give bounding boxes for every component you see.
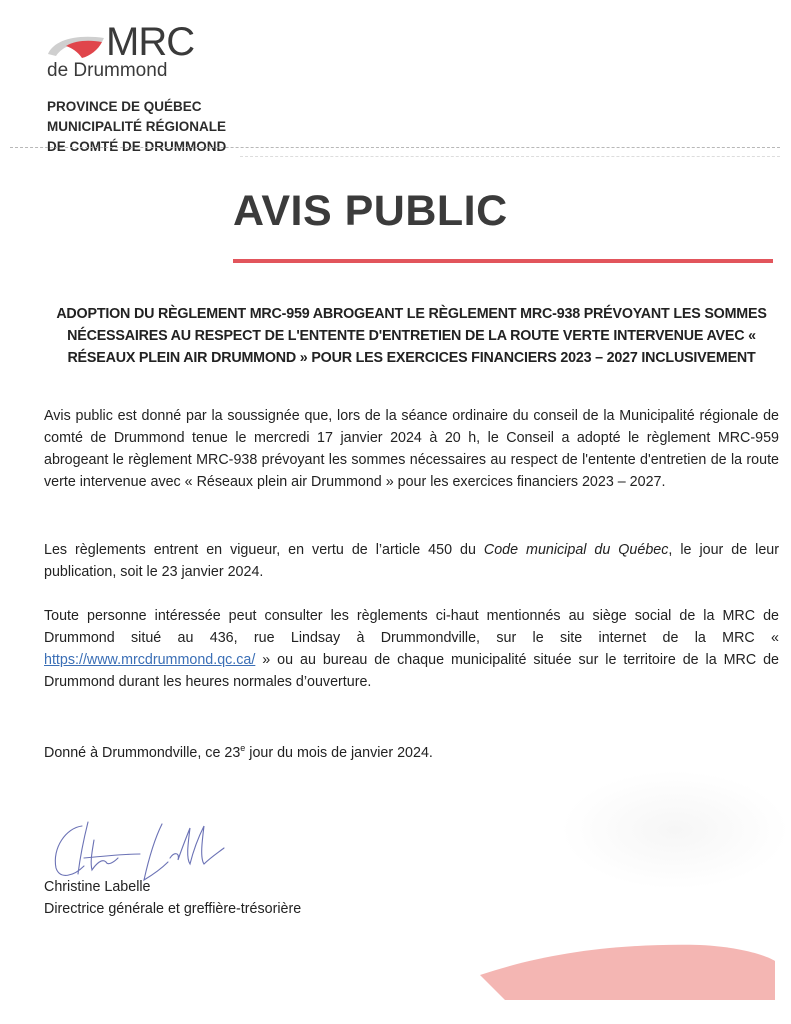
- signer-role: Directrice générale et greffière-trésorière: [44, 901, 302, 917]
- logo-subtitle: de Drummond: [47, 60, 168, 81]
- faint-background-texture: [560, 770, 790, 890]
- province-line: DE COMTÉ DE DRUMMOND: [47, 139, 227, 154]
- paragraph-effective-date: [44, 539, 779, 583]
- province-heading: [47, 97, 226, 157]
- mrc-swoosh-logo-icon: [46, 34, 106, 60]
- ordinal-suffix: e: [240, 743, 246, 753]
- handwritten-signature-icon: [44, 818, 244, 884]
- text: Donné à Drummondville, ce 23: [44, 744, 241, 761]
- signer-name: Christine Labelle: [44, 879, 151, 895]
- page-title: AVIS PUBLIC: [233, 187, 508, 235]
- notice-subject: ADOPTION DU RÈGLEMENT MRC-959 ABROGEANT LE RÈGLEMENT MRC-938 PRÉVOYANT LES SOMMES NÉCESSAIRES AU RESPECT DE L'ENTENTE D'ENTRETIEN DE LA ROUTE VERTE INTERVENUE AVEC « RÉSEAUX PLEIN AIR DRUMMOND » POUR LES EXERCICES FINANCIERS 2023 – 2027 INCLUSIVEMENT: [56, 306, 767, 366]
- paragraph-consultation: [44, 605, 779, 693]
- code-reference: Code municipal du Québec: [483, 542, 669, 558]
- text: » ou au bureau de chaque municipalité située sur le territoire de la MRC de Drummond durant les heures normales d’ouverture.: [44, 652, 779, 690]
- header-divider: [10, 147, 780, 148]
- text: , le jour de leur publication, soit le 23 janvier 2024.: [44, 542, 779, 580]
- mrc-logo: [44, 20, 244, 84]
- paragraph-given-at: [44, 737, 779, 764]
- text: Toute personne intéressée peut consulter les règlements ci-haut mentionnés au siège social de la MRC de Drummond situé au 436, rue Lindsay à Drummondville, sur le site internet de la MRC «: [44, 608, 779, 646]
- province-line: PROVINCE DE QUÉBEC: [47, 99, 202, 114]
- text: Les règlements entrent en vigueur, en vertu de l’article 450 du: [44, 542, 484, 558]
- text: jour du mois de janvier 2024.: [245, 744, 433, 761]
- logo-name: MRC: [106, 20, 195, 64]
- website-link[interactable]: https://www.mrcdrummond.qc.ca/: [44, 652, 256, 668]
- province-line: MUNICIPALITÉ RÉGIONALE: [47, 119, 227, 134]
- pink-swoosh-decoration-icon: [480, 935, 775, 1005]
- paragraph-adoption: Avis public est donné par la soussignée que, lors de la séance ordinaire du conseil de la Municipalité régionale de comté de Drummond tenue le mercredi 17 janvier 2024 à 20 h, le Conseil a adopté le règlement MRC-959 abrogeant le règlement MRC-938 prévoyant les sommes nécessaires au respect de l'entente d'entretien de la route verte intervenue avec « Réseaux plein air Drummond » pour les exercices financiers 2023 – 2027.: [44, 408, 779, 490]
- header-divider-faint: [240, 156, 780, 157]
- title-underline: [233, 259, 773, 263]
